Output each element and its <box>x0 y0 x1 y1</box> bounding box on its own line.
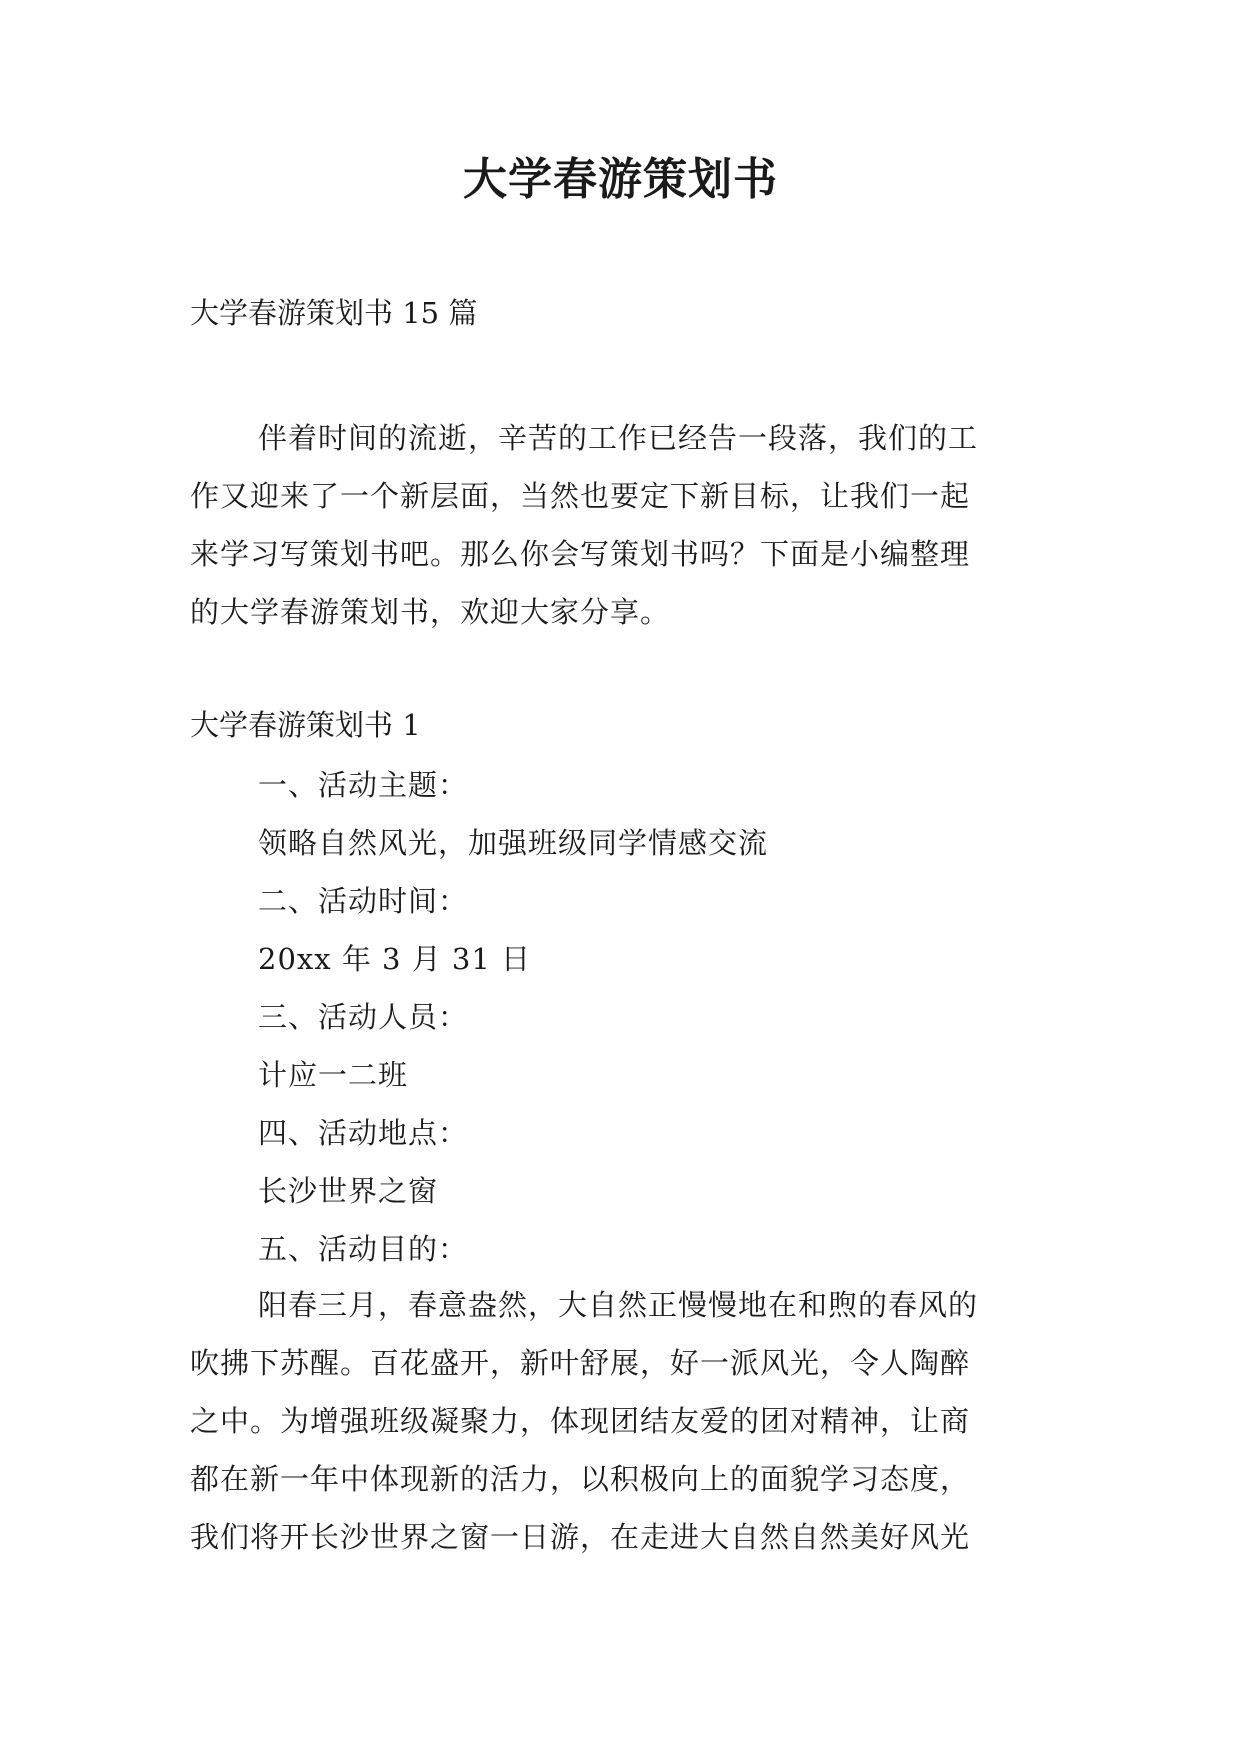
plan-item-purpose-heading: 五、活动目的： <box>258 1232 469 1266</box>
plan-item-theme-value: 领略自然风光，加强班级同学情感交流 <box>258 826 769 860</box>
purpose-line: 吹拂下苏醒。百花盛开，新叶舒展，好一派风光，令人陶醉 <box>190 1346 971 1380</box>
document-subtitle: 大学春游策划书 15 篇 <box>190 296 478 330</box>
plan-item-location-heading: 四、活动地点： <box>258 1116 469 1150</box>
intro-line: 的大学春游策划书，欢迎大家分享。 <box>190 595 671 629</box>
plan-item-location-value: 长沙世界之窗 <box>258 1174 439 1208</box>
plan-items-list <box>258 756 768 1278</box>
intro-paragraph <box>190 409 1060 641</box>
purpose-line: 之中。为增强班级凝聚力，体现团结友爱的团对精神，让商 <box>190 1404 971 1438</box>
document-title: 大学春游策划书 <box>463 154 778 205</box>
plan-item-theme-heading: 一、活动主题： <box>258 768 469 802</box>
purpose-line: 我们将开长沙世界之窗一日游，在走进大自然自然美好风光 <box>190 1520 971 1554</box>
intro-line: 来学习写策划书吧。那么你会写策划书吗？下面是小编整理 <box>190 537 971 571</box>
intro-line: 作又迎来了一个新层面，当然也要定下新目标，让我们一起 <box>190 479 971 513</box>
purpose-line: 阳春三月，春意盎然，大自然正慢慢地在和煦的春风的 <box>258 1288 979 1322</box>
plan-item-time-value: 20xx 年 3 月 31 日 <box>258 942 532 976</box>
purpose-paragraph <box>190 1276 1060 1566</box>
plan-item-time-heading: 二、活动时间： <box>258 884 469 918</box>
plan-item-people-heading: 三、活动人员： <box>258 1000 469 1034</box>
intro-line: 伴着时间的流逝，辛苦的工作已经告一段落，我们的工 <box>258 421 979 455</box>
section-heading: 大学春游策划书 1 <box>190 708 421 742</box>
purpose-line: 都在新一年中体现新的活力，以积极向上的面貌学习态度， <box>190 1462 971 1496</box>
plan-item-people-value: 计应一二班 <box>258 1058 409 1092</box>
